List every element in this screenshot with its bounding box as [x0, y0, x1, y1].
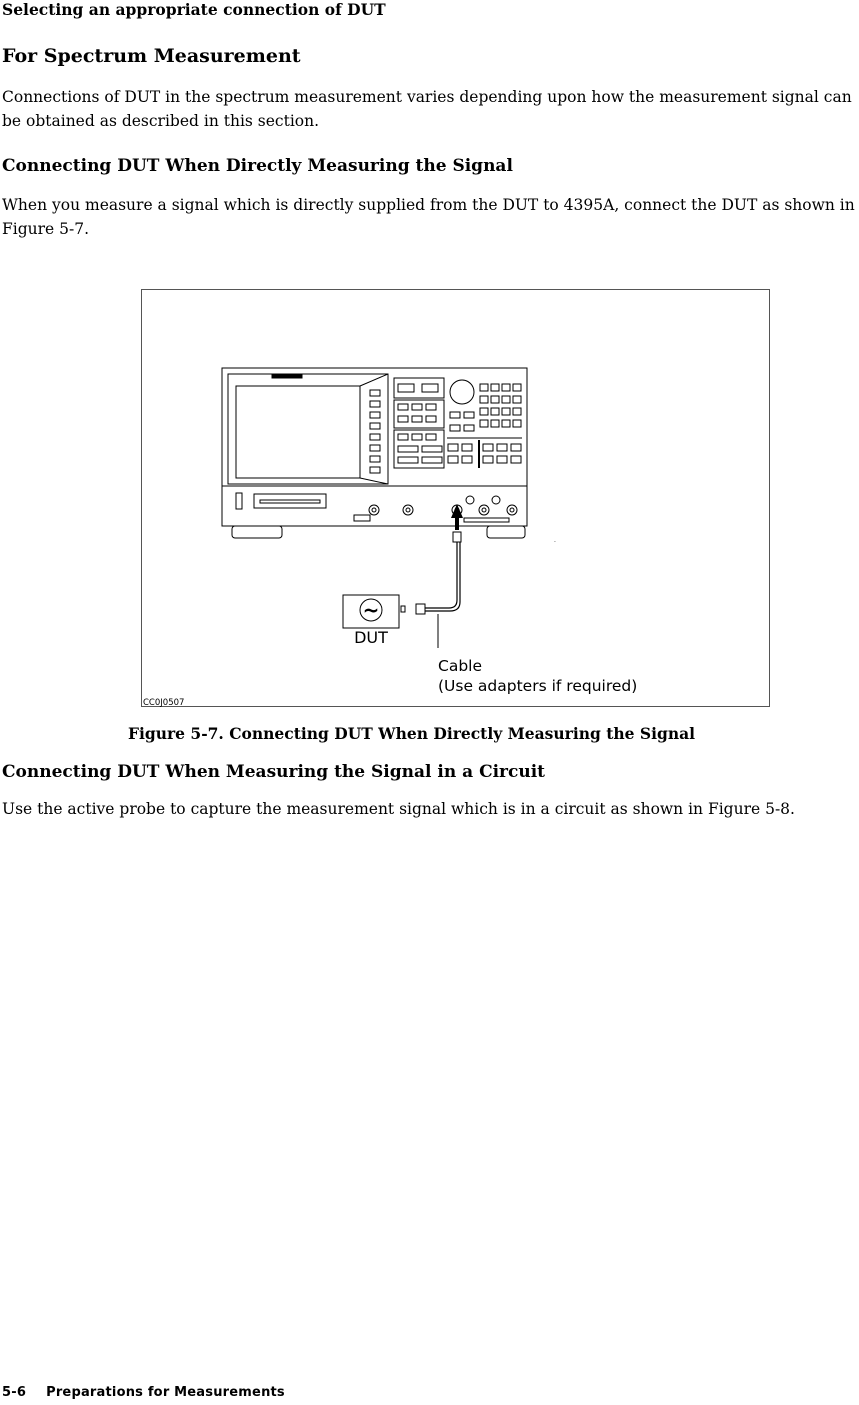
svg-text:.: .	[554, 537, 556, 544]
running-head: Selecting an appropriate connection of DUT	[2, 0, 386, 19]
cable-connector-dut	[416, 604, 425, 614]
page-number: 5-6	[2, 1385, 27, 1400]
subsection-circuit-title: Connecting DUT When Measuring the Signal in a Circuit	[2, 762, 546, 782]
dut-symbol: ~	[362, 598, 380, 622]
cable-label: Cable	[438, 657, 483, 675]
section-title: For Spectrum Measurement	[2, 45, 301, 67]
analyzer-connection-diagram	[142, 290, 771, 708]
adapter-note: (Use adapters if required)	[438, 677, 638, 695]
chapter-title: Preparations for Measurements	[46, 1385, 285, 1400]
subsection-circuit-body: Use the active probe to capture the measurement signal which is in a circuit as shown in Figure 5-8.	[2, 800, 795, 818]
cable-connector-analyzer	[453, 532, 461, 542]
dut-label: DUT	[354, 628, 388, 647]
subsection-direct-body: When you measure a signal which is directly supplied from the DUT to 4395A, connect the DUT as shown in Figure 5-7.	[2, 196, 855, 238]
section-intro: Connections of DUT in the spectrum measurement varies depending upon how the measurement signal can be obtained as described in this section.	[2, 88, 852, 130]
figure-5-7	[141, 289, 770, 707]
cable	[425, 542, 457, 608]
page-footer	[2, 1385, 285, 1400]
figure-caption: Figure 5-7. Connecting DUT When Directly Measuring the Signal	[128, 724, 696, 743]
figure-code: CC0J0507	[143, 698, 185, 708]
subsection-direct-title: Connecting DUT When Directly Measuring the Signal	[2, 156, 513, 176]
